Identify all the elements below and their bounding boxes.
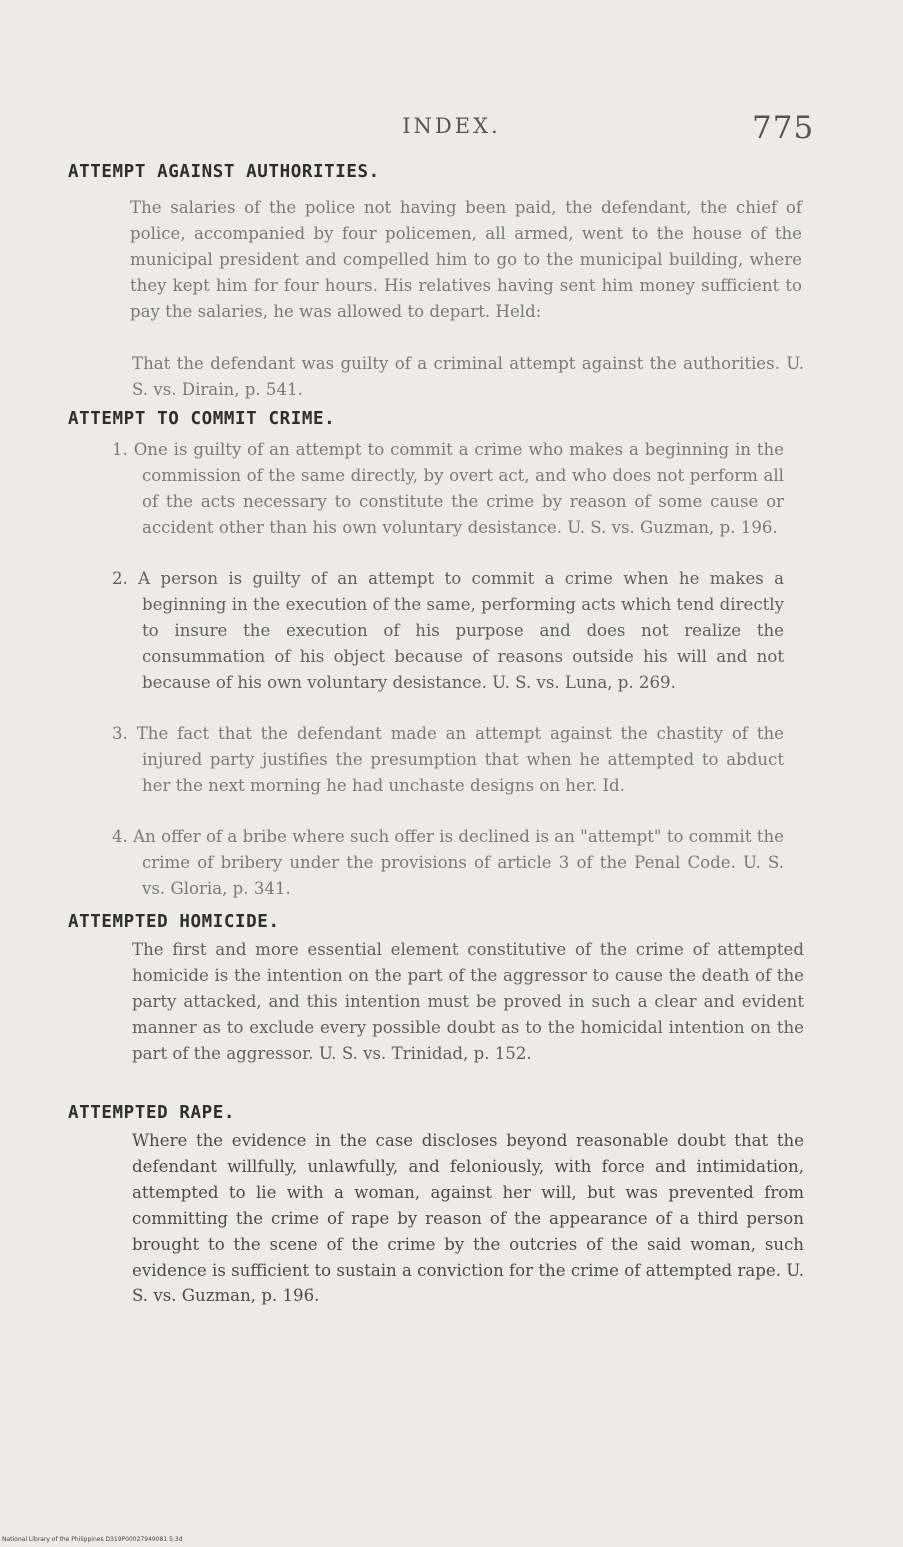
numbered-entry: 4. An offer of a bribe where such offer is declined is an "attempt" to commit the crime of bribery under the provisions of article 3 of the Penal Code. U. S. vs. Gloria, p. 341. xyxy=(112,827,784,898)
numbered-entry: 2. A person is guilty of an attempt to commit a crime when he makes a beginning in the execution of the same, performing acts which tend directly to insure the execution of his purpose and does not realize the consummation of his object because of reasons outside his will and not because of his own voluntary desistance. U. S. vs. Luna, p. 269. xyxy=(112,569,784,692)
index-paragraph: That the defendant was guilty of a criminal attempt against the authorities. U. S. vs. Dirain, p. 541. xyxy=(132,354,804,399)
section-heading: ATTEMPT TO COMMIT CRIME. xyxy=(68,409,336,429)
index-paragraph: The salaries of the police not having been paid, the defendant, the chief of police, accompanied by four policemen, all armed, went to the house of the municipal president and compelled him to go to the municipal building, where they kept him for four hours. His relatives having sent him money sufficient to pay the salaries, he was allowed to depart. Held: xyxy=(130,198,802,321)
index-paragraph: The first and more essential element constitutive of the crime of attempted homicide is the intention on the part of the aggressor to cause the death of the party attacked, and this intention must be proved in such a clear and evident manner as to exclude every possible doubt as to the homicidal intention on the part of the aggressor. U. S. vs. Trinidad, p. 152. xyxy=(132,940,804,1063)
section-heading: ATTEMPT AGAINST AUTHORITIES. xyxy=(68,162,380,182)
page-number: 775 xyxy=(752,110,815,146)
section-heading: ATTEMPTED HOMICIDE. xyxy=(68,912,280,932)
running-header: INDEX. xyxy=(402,114,501,138)
numbered-entry: 3. The fact that the defendant made an attempt against the chastity of the injured party justifies the presumption that when he attempted to abduct her the next morning he had unchaste designs on her. Id. xyxy=(112,724,784,795)
scan-footer: National Library of the Philippines D319P00027949081 5:3d xyxy=(2,1536,183,1543)
section-heading: ATTEMPTED RAPE. xyxy=(68,1103,236,1123)
index-paragraph: Where the evidence in the case discloses beyond reasonable doubt that the defendant willfully, unlawfully, and feloniously, with force and intimidation, attempted to lie with a woman, against her will, but was prevented from committing the crime of rape by reason of the appearance of a third person brought to the scene of the crime by the outcries of the said woman, such evidence is sufficient to sustain a conviction for the crime of attempted rape. U. S. vs. Guzman, p. 196. xyxy=(132,1131,804,1306)
numbered-entry: 1. One is guilty of an attempt to commit a crime who makes a beginning in the commission of the same directly, by overt act, and who does not perform all of the acts necessary to constitute the crime by reason of some cause or accident other than his own voluntary desistance. U. S. vs. Guzman, p. 196. xyxy=(112,440,784,537)
